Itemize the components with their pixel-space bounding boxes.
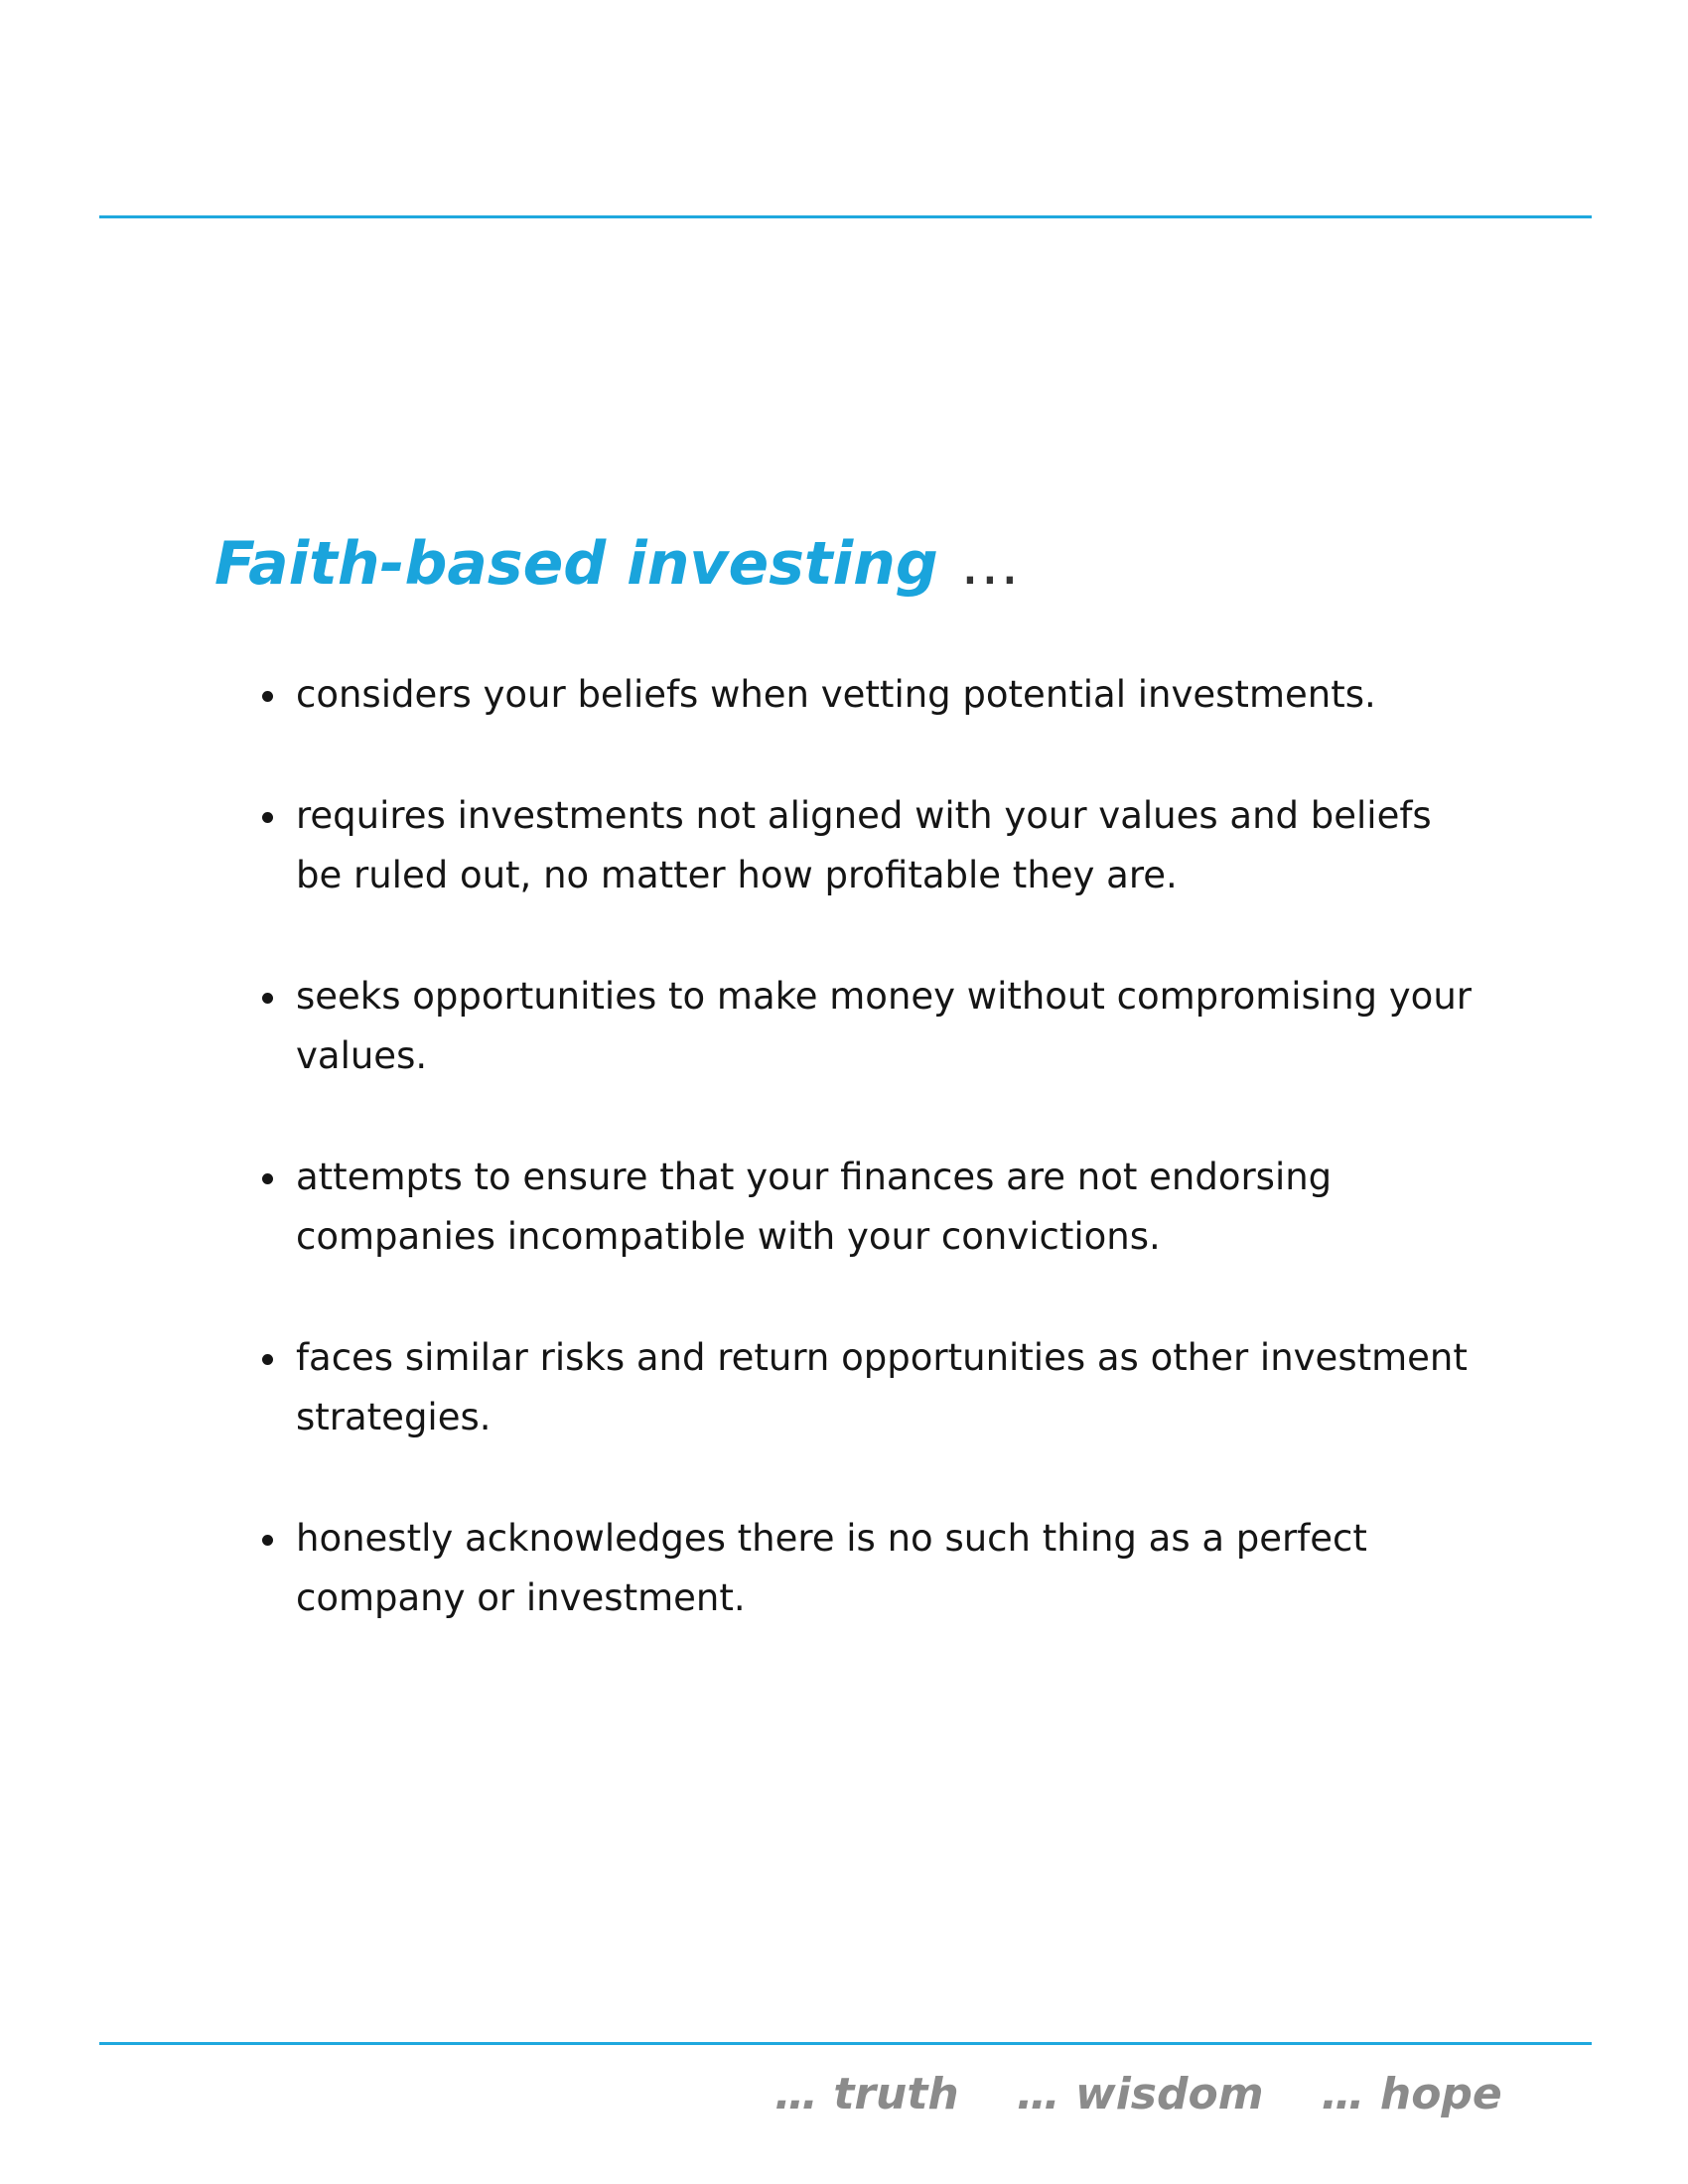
- footer-word-hope: … hope: [1321, 2069, 1502, 2119]
- list-item: requires investments not aligned with your values and beliefs be ruled out, no matter how profitable they are.: [256, 786, 1487, 905]
- list-item: attempts to ensure that your finances are not endorsing companies incompatible with your convictions.: [256, 1148, 1487, 1267]
- footer-tagline: [774, 2065, 1502, 2124]
- list-item: honestly acknowledges there is no such thing as a perfect company or investment.: [256, 1509, 1487, 1628]
- top-divider: [99, 215, 1592, 218]
- bullet-list: [256, 665, 1487, 1690]
- heading-title: Faith-based investing: [214, 529, 938, 599]
- footer-word-wisdom: … wisdom: [1016, 2069, 1264, 2119]
- footer-word-truth: … truth: [774, 2069, 959, 2119]
- heading-ellipsis: …: [959, 529, 1020, 599]
- list-item: seeks opportunities to make money without compromising your values.: [256, 967, 1487, 1086]
- list-item: considers your beliefs when vetting potential investments.: [256, 665, 1487, 725]
- list-item: faces similar risks and return opportunities as other investment strategies.: [256, 1328, 1487, 1447]
- page-heading: [214, 524, 1020, 604]
- bottom-divider: [99, 2042, 1592, 2045]
